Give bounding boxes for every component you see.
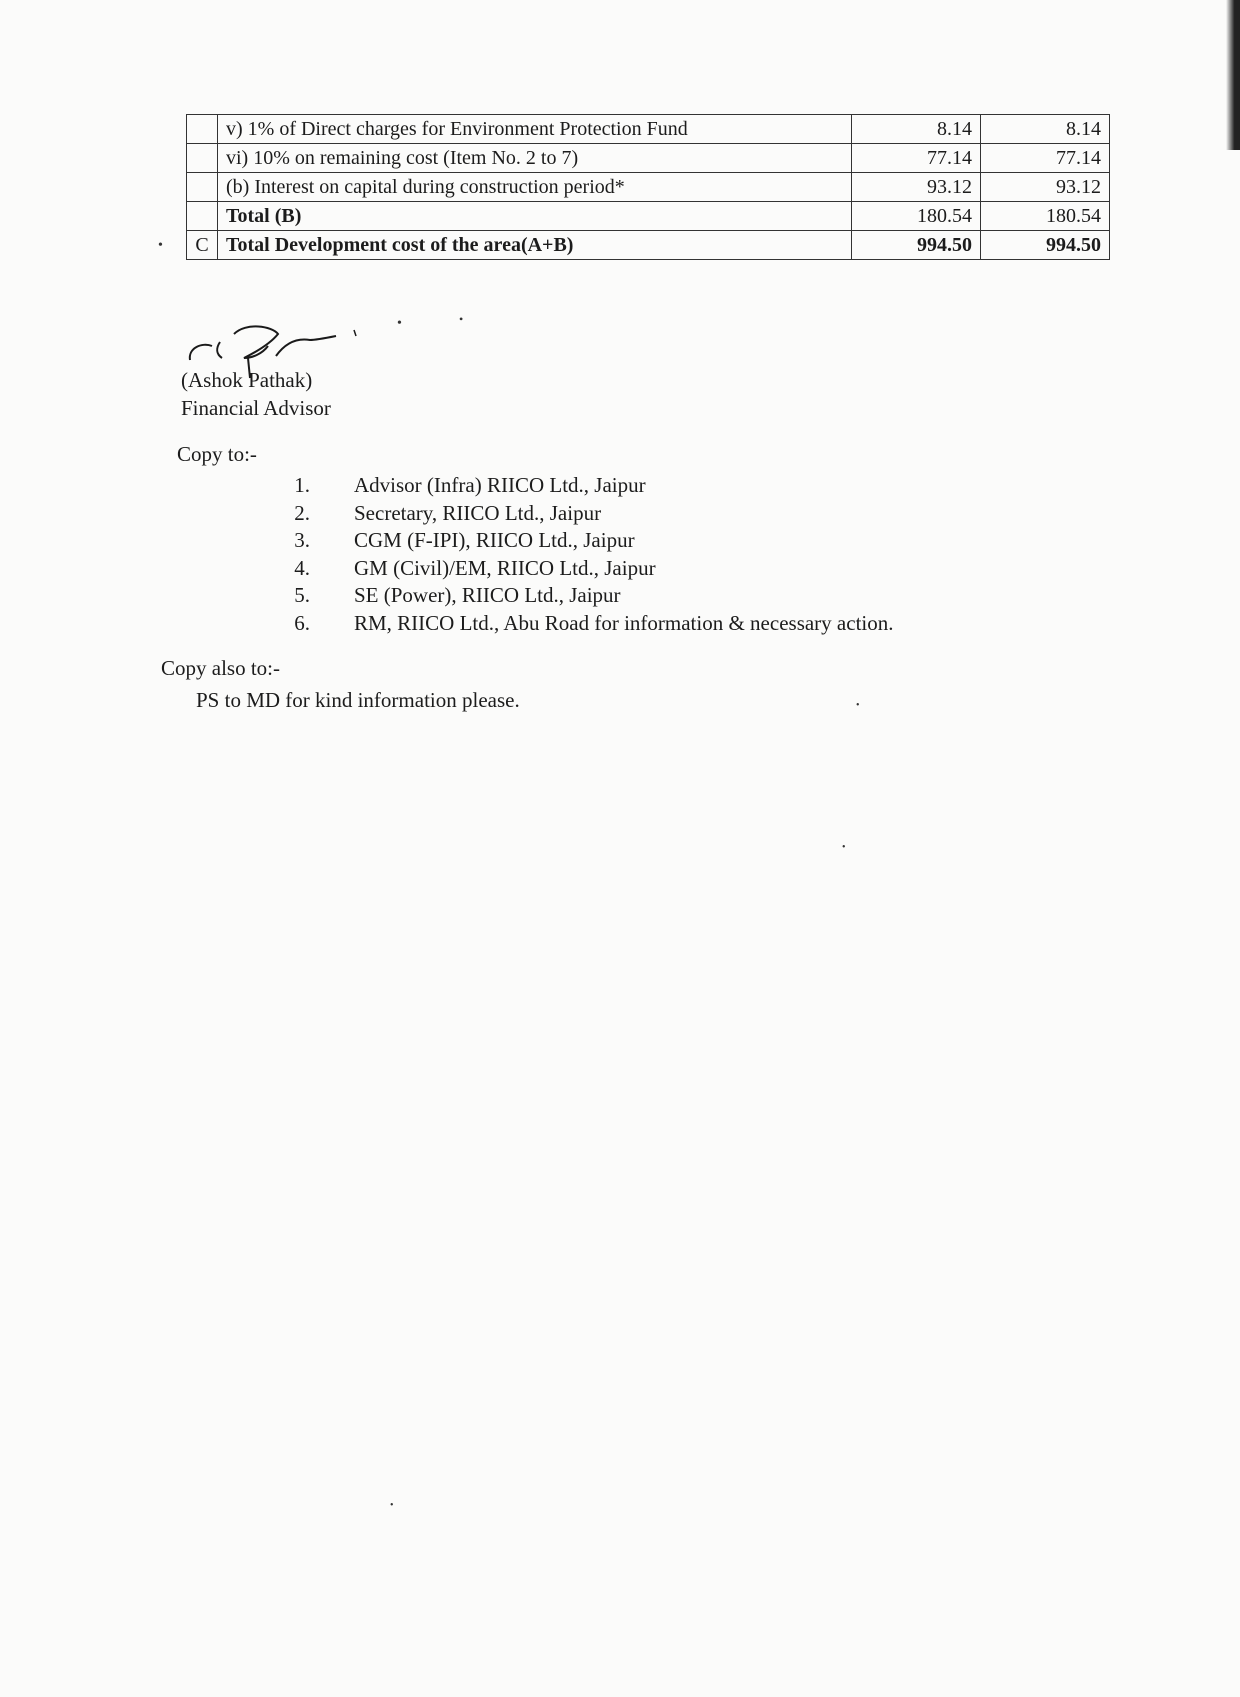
list-number: 3. xyxy=(294,528,310,552)
list-text: CGM (F-IPI), RIICO Ltd., Jaipur xyxy=(354,528,635,552)
scan-speck: • xyxy=(390,1500,394,1511)
table-row xyxy=(187,144,1110,173)
list-number: 6. xyxy=(294,610,310,635)
list-text: Advisor (Infra) RIICO Ltd., Jaipur xyxy=(354,473,646,497)
row-letter xyxy=(187,144,218,173)
scan-speck: • xyxy=(856,700,860,711)
list-number: 2. xyxy=(294,500,310,525)
table-row xyxy=(187,173,1110,202)
list-text: Secretary, RIICO Ltd., Jaipur xyxy=(354,500,602,525)
row-amount-1: 77.14 xyxy=(852,144,981,173)
row-amount-2: 8.14 xyxy=(981,115,1110,144)
scan-speck: • xyxy=(842,842,846,853)
row-amount-2: 994.50 xyxy=(981,231,1110,260)
row-letter: C xyxy=(187,231,218,260)
row-amount-1: 8.14 xyxy=(852,115,981,144)
row-description: v) 1% of Direct charges for Environment Protection Fund xyxy=(218,115,852,144)
row-description: vi) 10% on remaining cost (Item No. 2 to 7) xyxy=(218,144,852,173)
row-amount-2: 180.54 xyxy=(981,202,1110,231)
row-amount-2: 77.14 xyxy=(981,144,1110,173)
list-number: 1. xyxy=(294,473,310,497)
row-amount-1: 93.12 xyxy=(852,173,981,202)
table-row-total-b xyxy=(187,202,1110,231)
list-text: SE (Power), RIICO Ltd., Jaipur xyxy=(354,583,621,607)
scan-edge-shadow xyxy=(1226,0,1240,150)
scan-speck: • xyxy=(459,312,464,326)
signatory-title: Financial Advisor xyxy=(181,396,331,420)
list-text: GM (Civil)/EM, RIICO Ltd., Jaipur xyxy=(354,555,656,580)
list-text: RM, RIICO Ltd., Abu Road for information & necessary action. xyxy=(354,610,894,635)
list-number: 4. xyxy=(294,555,310,580)
row-amount-1: 994.50 xyxy=(852,231,981,260)
row-letter xyxy=(187,202,218,231)
row-amount-2: 93.12 xyxy=(981,173,1110,202)
scan-speck: • xyxy=(158,238,163,253)
copy-also-heading: Copy also to:- xyxy=(161,656,280,680)
row-letter xyxy=(187,115,218,144)
row-letter xyxy=(187,173,218,202)
table-row xyxy=(187,115,1110,144)
row-amount-1: 180.54 xyxy=(852,202,981,231)
copy-to-heading: Copy to:- xyxy=(177,442,257,466)
scan-speck: • xyxy=(397,316,402,331)
list-number: 5. xyxy=(294,583,310,607)
row-description: Total Development cost of the area(A+B) xyxy=(218,231,852,260)
row-description: Total (B) xyxy=(218,202,852,231)
copy-also-text: PS to MD for kind information please. xyxy=(196,688,520,712)
cost-table xyxy=(186,114,1110,260)
row-description: (b) Interest on capital during construction period* xyxy=(218,173,852,202)
signatory-name: (Ashok Pathak) xyxy=(181,368,313,392)
table-row-grand-total xyxy=(187,231,1110,260)
